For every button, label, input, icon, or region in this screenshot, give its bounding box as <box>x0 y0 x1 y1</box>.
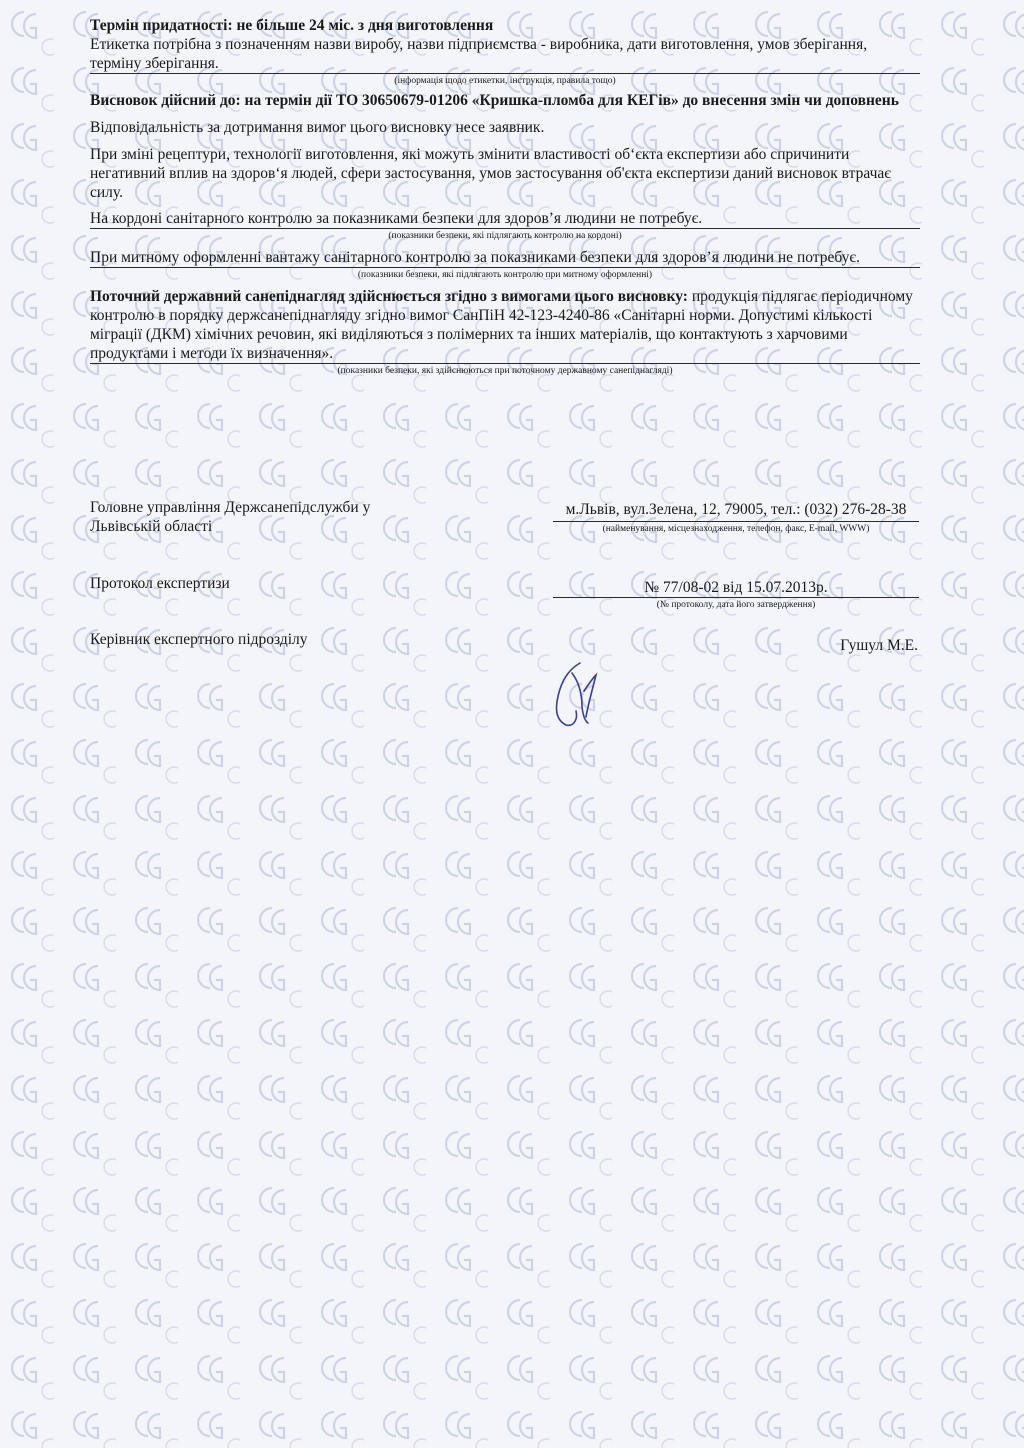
supervision-label: Поточний державний санепіднагляд здійснюється згідно з вимогами цього висновку: <box>90 288 688 305</box>
document-body <box>90 16 920 377</box>
border-control-section <box>90 209 920 242</box>
customs-text: При митному оформленні вантажу санітарного контролю за показниками безпеки для здоров’я людини не потребує. <box>90 248 920 268</box>
shelf-life-label-text: Етикетка потрібна з позначенням назви виробу, назви підприємства - виробника, дати виготовлення, умов зберігання, терміну зберігання. <box>90 35 920 74</box>
shelf-life-value: не більше 24 міс. з дня виготовлення <box>232 17 494 34</box>
shelf-life-section <box>90 16 920 87</box>
authority-caption: (найменування, місцезнаходження, телефон, факс, E-mail, WWW) <box>602 524 870 534</box>
border-control-text: На кордоні санітарного контролю за показниками безпеки для здоров’я людини не потребує. <box>90 209 920 229</box>
responsibility-text: Відповідальність за дотримання вимог цього висновку несе заявник. <box>90 119 545 136</box>
customs-section <box>90 248 920 281</box>
border-control-caption: (показники безпеки, які підлягають контролю на кордоні) <box>388 231 622 241</box>
handwritten-signature <box>530 655 610 735</box>
supervision-caption: (показники безпеки, які здійснюються при поточному державному санепіднагляді) <box>337 366 673 376</box>
change-notice-text: При зміні рецептури, технології виготовлення, які можуть змінити властивості об‘єкта експертизи або спричинити негативний вплив на здоров‘я людей, сфери застосування, умов застосування об'єкта експертизи даний висновок втрачає силу. <box>90 146 891 201</box>
validity-text: Висновок дійсний до: на термін дії ТО 30650679-01206 «Кришка-пломба для КЕГів» до внесення змін чи доповнень <box>90 92 899 109</box>
protocol-value: № 77/08-02 від 15.07.2013р. <box>553 578 919 598</box>
authority-name: Головне управління Держсанепідслужби у Львівській області <box>90 499 371 535</box>
customs-caption: (показники безпеки, які підлягають контролю при митному оформленні) <box>357 270 653 280</box>
supervision-text: продукція підлягає періодичному контролю в порядку держсанепіднагляду згідно вимог СанПіН 42-123-4240-86 «Санітарні норми. Допустимі кількості міграції (ДКМ) хімічних речовин, які виділяються з полімерних та інших матеріалів, що контактують з харчовими продуктами і методи їх визначення». <box>90 288 913 362</box>
protocol-caption: (№ протоколу, дата його затвердження) <box>656 600 816 610</box>
supervision-section <box>90 287 920 377</box>
head-label: Керівник експертного підрозділу <box>90 631 308 648</box>
shelf-life-label: Термін придатності: <box>90 17 233 34</box>
head-name: Гушул М.Е. <box>840 637 918 654</box>
authority-address: м.Львів, вул.Зелена, 12, 79005, тел.: (032) 276-28-38 <box>553 500 919 522</box>
shelf-life-caption: (інформація щодо етикетки, інструкція, правила тощо) <box>394 76 616 86</box>
protocol-label: Протокол експертизи <box>90 575 230 592</box>
